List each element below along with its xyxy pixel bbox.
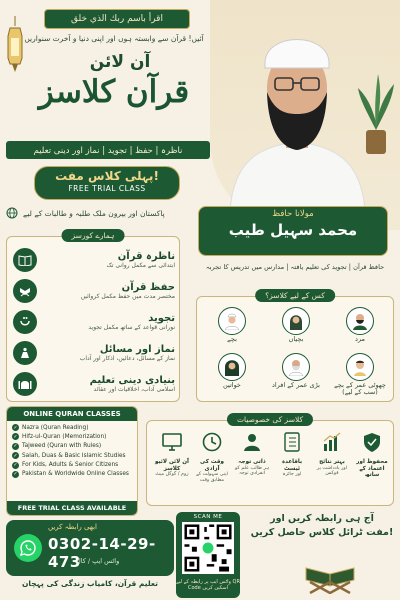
list-item: [12, 433, 132, 440]
audience-heading: کس کے لیے کلاسز؟: [255, 289, 335, 302]
check-icon: ✓: [13, 433, 18, 440]
feature-label: بہتر نتائج: [319, 459, 345, 465]
teacher-name: محمد سہیل طیب: [228, 221, 358, 239]
prayer-icon: [13, 341, 37, 365]
audience-label: بڑی عمر کے افراد: [271, 381, 320, 389]
course-item: [13, 307, 175, 337]
course-item: [13, 245, 175, 275]
teacher-name-card: [198, 206, 388, 256]
course-item: [13, 276, 175, 306]
online-classes-list: [7, 421, 137, 483]
audience-label: خواتین: [223, 381, 241, 389]
course-item: [13, 338, 175, 368]
tagline: آئیں! قرآن سے وابستہ ہوں اور اپنی دنیا و آخرت سنواریں: [24, 34, 204, 43]
feature-label: محفوظ اور اعتماد کے ساتھ: [356, 459, 388, 479]
region-row: [6, 203, 214, 223]
man-icon: [346, 307, 374, 335]
course-item: [13, 369, 175, 399]
teacher-credentials: حافظ قرآن | تجوید کی تعلیم یافتہ | مدارس میں تدریس کا تجربہ: [205, 263, 385, 271]
course-subtitle: ابتدائی سے مکمل روانی تک: [106, 262, 175, 269]
check-icon: ✓: [13, 462, 18, 469]
list-item-text: Salah, Duas & Basic Islamic Studies: [22, 452, 126, 459]
checklist-icon: [281, 431, 303, 453]
woman-icon: [218, 353, 246, 381]
free-trial-available: FREE TRIAL CLASS AVAILABLE: [7, 501, 137, 515]
cta-line-1: آج ہی رابطہ کریں اور: [270, 513, 374, 524]
course-title: نماز اور مسائل: [99, 344, 175, 355]
list-item: [12, 462, 132, 469]
quran-stand-icon: [13, 279, 37, 303]
free-trial-badge: [34, 166, 180, 200]
list-item: [12, 452, 132, 459]
teacher-title: مولانا حافظ: [272, 209, 314, 219]
monitor-icon: [161, 431, 183, 453]
course-subtitle: نماز کے مسائل، دعائیں، اذکار اور آداب: [79, 355, 175, 362]
audience-person: [267, 353, 325, 389]
feature-label: ذاتی توجہ: [238, 459, 266, 465]
region-text: پاکستان اور بیرون ملک طلبہ و طالبات کے لیے: [23, 208, 165, 218]
courses-panel: [6, 231, 180, 402]
feature-sub: ہر طالب علم کو انفرادی توجہ: [235, 465, 269, 477]
feature-sub: اور یادداشت پر فوکس: [316, 465, 348, 477]
qr-code[interactable]: [182, 522, 234, 574]
child-icon: [346, 353, 374, 381]
shield-icon: [361, 431, 383, 453]
scan-me-label: SCAN ME: [193, 514, 223, 520]
chart-icon: [321, 431, 343, 453]
feature-item: [235, 431, 269, 477]
list-item-text: Hifz-ul-Quran (Memorization): [22, 433, 107, 440]
course-title: تجوید: [148, 313, 175, 324]
quran-stand-icon: [300, 560, 360, 594]
course-subtitle: اسلامی آداب، اخلاقیات اور عقائد: [93, 386, 175, 393]
list-item-text: Tajweed (Quran with Rules): [22, 443, 102, 450]
check-icon: ✓: [13, 471, 18, 478]
lantern-icon: [6, 16, 24, 74]
whatsapp-call-label: واٹس ایپ / کال: [76, 557, 120, 565]
online-classes-panel: [6, 406, 138, 516]
mosque-icon: [13, 372, 37, 396]
online-classes-heading: ONLINE QURAN CLASSES: [7, 407, 137, 421]
feature-label: وقت کی آزادی: [200, 459, 224, 472]
free-class-urdu: پہلی کلاس مفت!: [55, 169, 159, 183]
feature-item: [275, 431, 309, 478]
list-item: [12, 471, 132, 478]
contact-label: ابھی رابطہ کریں: [48, 523, 97, 531]
list-item: [12, 443, 132, 450]
course-title: بنیادی دینی تعلیم: [89, 375, 175, 386]
feature-sub: اور جائزہ: [282, 472, 302, 478]
audience-person: [203, 353, 261, 389]
teacher-photo: [220, 10, 375, 210]
audience-label: مرد: [355, 335, 365, 343]
audience-person: [331, 307, 389, 343]
audience-panel: [196, 291, 394, 402]
whatsapp-icon[interactable]: [14, 534, 42, 562]
audience-person: [203, 307, 261, 343]
audience-label: بچے: [227, 335, 237, 343]
course-title: ناظرہ قرآن: [117, 251, 175, 262]
audience-label: چھوٹی عمر کے بچے (سب کے لیے): [334, 381, 386, 397]
feature-sub: اپنی سہولت کے مطابق وقت: [196, 472, 228, 484]
list-item: [12, 424, 132, 431]
title-quran-classes: قرآن کلاسز: [38, 74, 190, 110]
book-icon: [13, 248, 37, 272]
feature-label: باقاعدہ ٹیسٹ: [281, 459, 303, 472]
audience-person: [331, 353, 389, 397]
phone-number[interactable]: 0302-14-29-473: [48, 535, 156, 571]
elder-icon: [282, 353, 310, 381]
course-title: حفظ قرآن: [121, 282, 175, 293]
list-item-text: Pakistan & Worldwide Online Classes: [22, 471, 129, 478]
cta-line-2: مفت ٹرائل کلاس حاصل کریں!: [250, 527, 394, 539]
girl-icon: [282, 307, 310, 335]
course-subtitle: نورانی قواعد کے ساتھ مکمل تجوید: [88, 324, 175, 331]
feature-sub: زوم / گوگل میٹ: [155, 472, 189, 478]
features-heading: کلاسز کی خصوصیات: [227, 413, 313, 426]
title-online: آن لائن: [89, 52, 151, 72]
courses-heading: ہمارے کورسز: [62, 229, 125, 242]
list-item-text: Nazra (Quran Reading): [22, 424, 89, 431]
feature-label: آن لائن لائیو کلاسز: [155, 459, 189, 472]
subjects-bar: ناظرہ | حفظ | تجوید | نماز اور دینی تعلیم: [6, 141, 210, 159]
check-icon: ✓: [13, 452, 18, 459]
contact-box[interactable]: [6, 520, 174, 576]
globe-icon: [6, 207, 18, 219]
check-icon: ✓: [13, 443, 18, 450]
clock-icon: [201, 431, 223, 453]
footer-slogan: تعلیم قرآن، کامیاب زندگی کی پہچان: [22, 579, 158, 588]
letter-icon: [13, 310, 37, 334]
audience-label: بچیاں: [288, 335, 304, 343]
check-icon: ✓: [13, 424, 18, 431]
feature-item: [315, 431, 349, 477]
features-panel: [146, 415, 394, 506]
feature-item: [355, 431, 389, 479]
feature-item: [155, 431, 189, 478]
free-class-english: FREE TRIAL CLASS: [68, 184, 146, 193]
list-item-text: For Kids, Adults & Senior Citizens: [22, 462, 119, 469]
feature-item: [195, 431, 229, 484]
qr-caption: واٹس ایپ پر رابطہ کے لیے QR Code اسکین کریں: [176, 579, 240, 591]
qr-code-box[interactable]: [176, 512, 240, 598]
course-subtitle: مختصر مدت میں حفظ مکمل کروائیں: [80, 293, 175, 300]
person-icon: [241, 431, 263, 453]
boy-icon: [218, 307, 246, 335]
audience-person: [267, 307, 325, 343]
quran-verse-ribbon: اقرأ باسم ربك الذي خلق: [44, 9, 190, 29]
